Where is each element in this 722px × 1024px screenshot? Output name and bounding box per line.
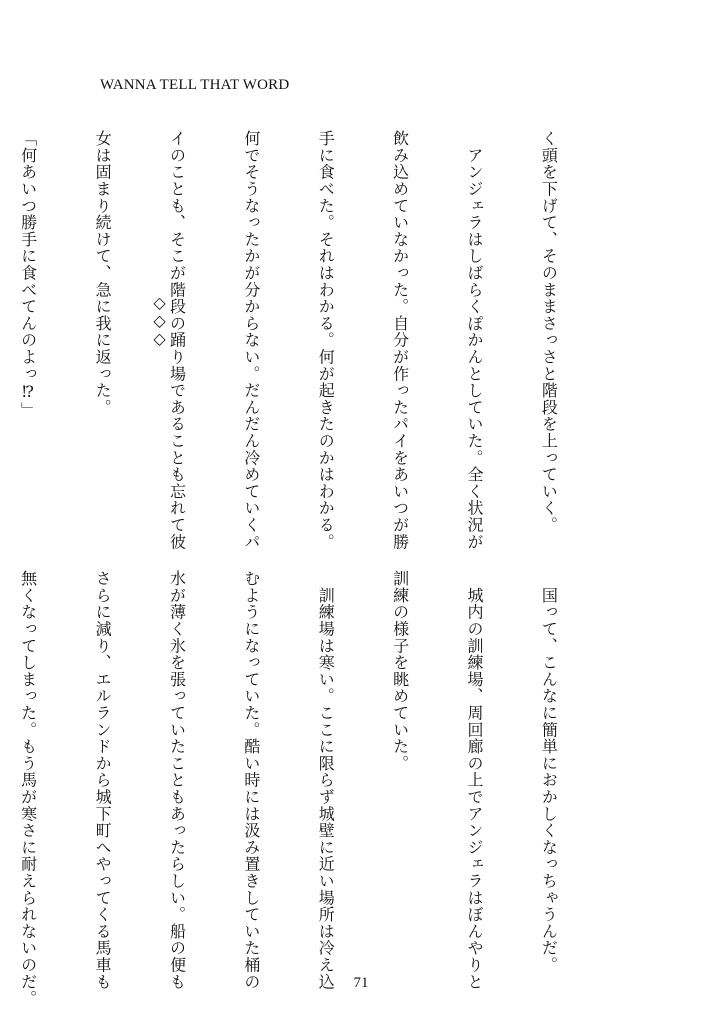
text-line: 「何あいつ勝手に食べてんのよっ⁉」	[18, 130, 38, 419]
text-line: 女は固まり続けて、急に我に返った。	[93, 130, 113, 416]
text-line: 国って、こんなに簡単におかしくなっちゃうんだ。	[539, 570, 559, 974]
text-line: 何でそうなったかが分からない。だんだん冷めていくパ	[241, 130, 261, 550]
text-line: 水が薄く氷を張っていたこともあったらしい。船の便も	[167, 570, 187, 990]
text-line: イのことも、そこが階段の踊り場であることも忘れて彼	[167, 130, 187, 550]
page-number: 71	[353, 975, 369, 991]
text-line: むようになっていた。酷い時には汲み置きしていた桶の	[241, 570, 261, 990]
text-line: 訓練の様子を眺めていた。	[390, 570, 410, 772]
body-text-upper	[18, 130, 610, 550]
text-line: 無くなってしまった。もう馬が寒さに耐えられないのだ。	[18, 570, 38, 1007]
text-line: 飲み込めていなかった。自分が作ったパイをあいつが勝	[390, 130, 410, 550]
text-line: 城内の訓練場、周回廊の上でアンジェラはぼんやりと	[465, 570, 485, 990]
section-break-diamonds: ◇◇◇	[150, 293, 169, 347]
text-line: 訓練場は寒い。ここに限らず城壁に近い場所は冷え込	[316, 570, 336, 990]
running-header: WANNA TELL THAT WORD	[100, 77, 290, 93]
text-line: く頭を下げて、そのままさっさと階段を上っていく。	[539, 130, 559, 534]
text-line: さらに減り、エルランドから城下町へやってくる馬車も	[93, 570, 113, 990]
text-line: 手に食べた。それはわかる。何が起きたのかはわかる。	[316, 130, 336, 550]
text-line: アンジェラはしばらくぽかんとしていた。全く状況が	[465, 130, 485, 550]
